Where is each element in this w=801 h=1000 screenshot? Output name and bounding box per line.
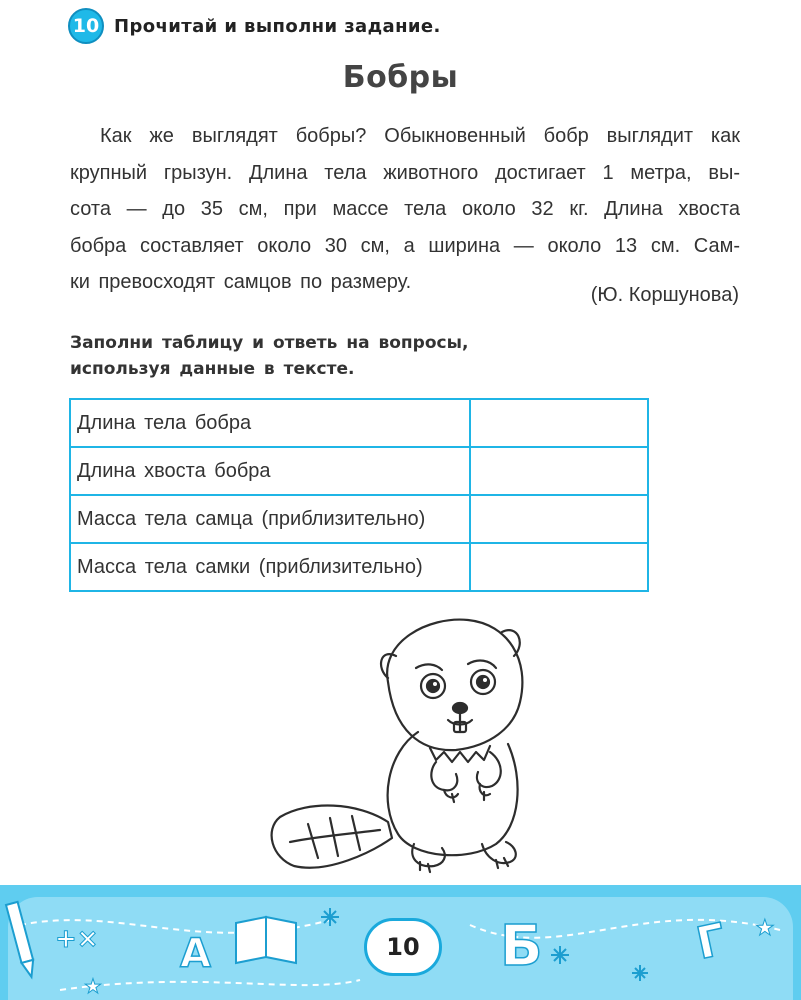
task-header <box>68 6 441 46</box>
dashed-curve <box>60 980 360 990</box>
answer-cell[interactable] <box>470 495 648 543</box>
task-prompt-line: используя данные в тексте. <box>70 359 355 379</box>
snowflake-icon <box>632 965 648 981</box>
story-author: (Ю. Коршунова) <box>590 284 739 306</box>
story-line: бобра составляет около 30 см, а ширина — около 13 см. Сам- <box>70 234 740 257</box>
task-prompt-line: Заполни таблицу и ответь на вопросы, <box>70 333 469 353</box>
page-number: 10 <box>364 918 442 976</box>
story-line: Как же выглядят бобры? Обыкновенный бобр выглядит как <box>100 125 740 147</box>
star-icon: ★ <box>84 974 102 998</box>
pencil-icon <box>6 902 37 979</box>
snowflake-icon <box>321 908 339 926</box>
footer-letter-b: Б <box>500 914 543 979</box>
table-row-label: Длина тела бобра <box>70 399 470 447</box>
footer-math-signs: +× <box>55 924 99 954</box>
beaver-data-table <box>69 398 649 592</box>
table-row <box>70 399 648 447</box>
answer-cell[interactable] <box>470 543 648 591</box>
answer-cell[interactable] <box>470 447 648 495</box>
table-row-label: Масса тела самца (приблизительно) <box>70 495 470 543</box>
story-line: сота — до 35 см, при массе тела около 32 кг. Длина хвоста <box>70 198 740 220</box>
story-title: Бобры <box>342 60 459 95</box>
table-row <box>70 495 648 543</box>
footer-letter-a: А <box>180 931 211 977</box>
table-row <box>70 447 648 495</box>
star-icon: ★ <box>755 916 775 941</box>
table-row <box>70 543 648 591</box>
story-text <box>70 118 740 301</box>
book-icon <box>236 917 296 963</box>
answer-cell[interactable] <box>470 399 648 447</box>
task-number-badge: 10 <box>68 8 104 44</box>
story-line: крупный грызун. Длина тела животного достигает 1 метра, вы- <box>70 161 740 184</box>
table-row-label: Длина хвоста бобра <box>70 447 470 495</box>
snowflake-icon <box>551 946 569 964</box>
story-line: ки превосходят самцов по размеру. <box>70 271 412 293</box>
beaver-illustration <box>268 612 558 882</box>
table-row-label: Масса тела самки (приблизительно) <box>70 543 470 591</box>
task-instruction: Прочитай и выполни задание. <box>114 15 441 37</box>
task-prompt <box>70 330 670 382</box>
footer-letter-g: Г <box>692 913 731 970</box>
